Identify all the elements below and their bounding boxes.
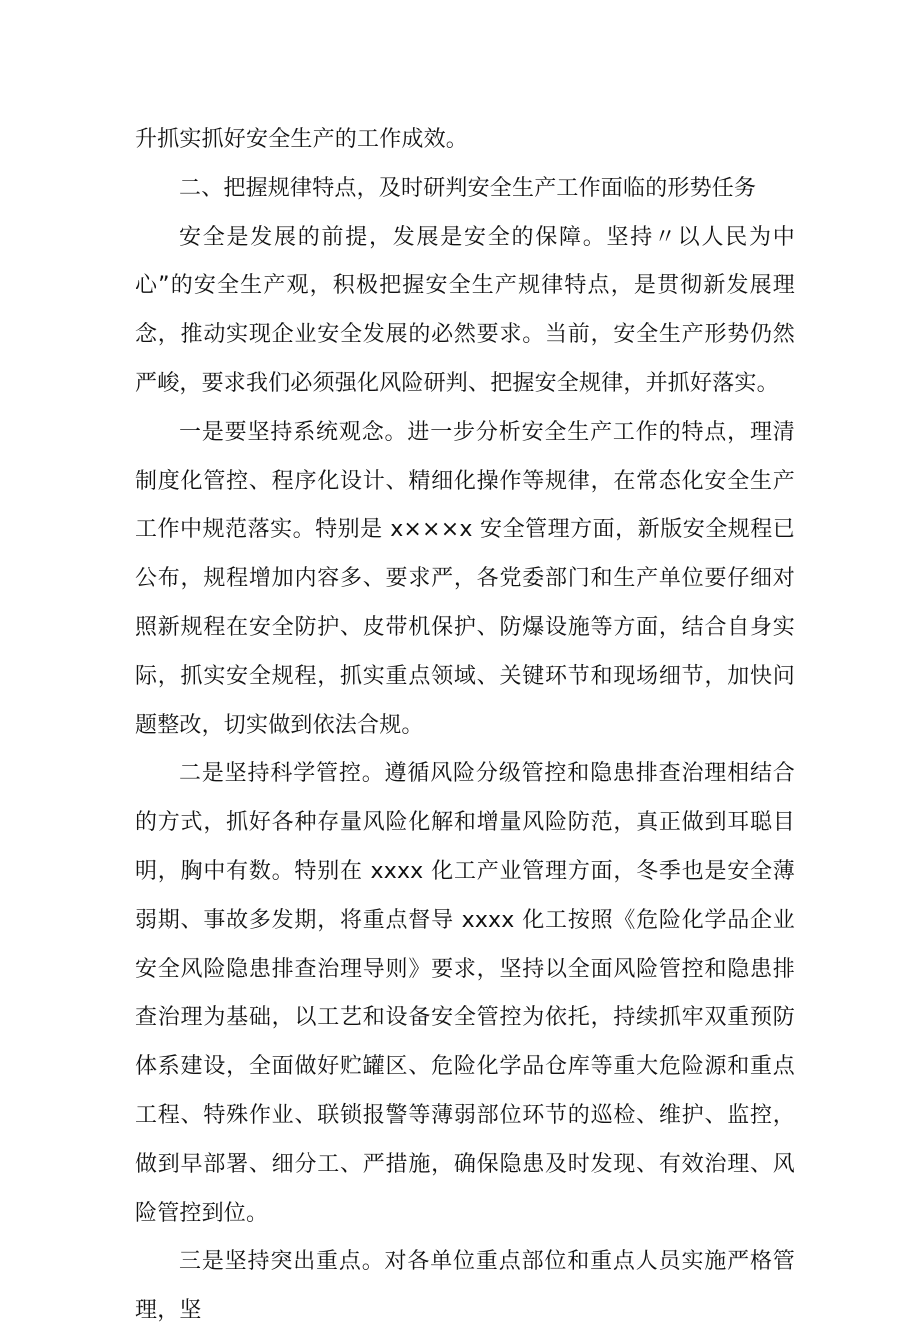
paragraph-intro: 安全是发展的前提，发展是安全的保障。坚持〃以人民为中心”的安全生产观，积极把握安全生产规律特点，是贯彻新发展理念，推动实现企业安全发展的必然要求。当前，安全生产形势仍然严峻，要求我们必须强化风险研判、把握安全规律，并抓好落实。 [135, 224, 795, 396]
paragraph-point-three: 三是坚持突出重点。对各单位重点部位和重点人员实施严格管理，坚 [135, 1249, 795, 1324]
paragraph-point-two: 二是坚持科学管控。遵循风险分级管控和隐患排查治理相结合的方式，抓好各种存量风险化解和增量风险防范，真正做到耳聪目明，胸中有数。特别在 xxxx 化工产业管理方面，冬季也是安全薄弱期、事故多发期，将重点督导 xxxx 化工按照《危险化学品企业安全风险隐患排查治理导则》要求，坚持以全面风险管控和隐患排查治理为基础，以工艺和设备安全管控为依托，持续抓牢双重预防体系建设，全面做好贮罐区、危险化学品仓库等重大危险源和重点工程、特殊作业、联锁报警等薄弱部位环节的巡检、维护、监控，做到早部署、细分工、严措施，确保隐患及时发现、有效治理、风险管控到位。 [135, 761, 795, 1226]
document-body [135, 116, 795, 1336]
section-heading: 二、把握规律特点，及时研判安全生产工作面临的形势任务 [179, 175, 757, 201]
paragraph-point-one: 一是要坚持系统观念。进一步分析安全生产工作的特点，理清制度化管控、程序化设计、精细化操作等规律，在常态化安全生产工作中规范落实。特别是 x×××x 安全管理方面，新版安全规程已公布，规程增加内容多、要求严，各党委部门和生产单位要仔细对照新规程在安全防护、皮带机保护、防爆设施等方面，结合自身实际，抓实安全规程，抓实重点领域、关键环节和现场细节，加快问题整改，切实做到依法合规。 [135, 419, 795, 738]
paragraph-continuation: 升抓实抓好安全生产的工作成效。 [135, 127, 469, 152]
